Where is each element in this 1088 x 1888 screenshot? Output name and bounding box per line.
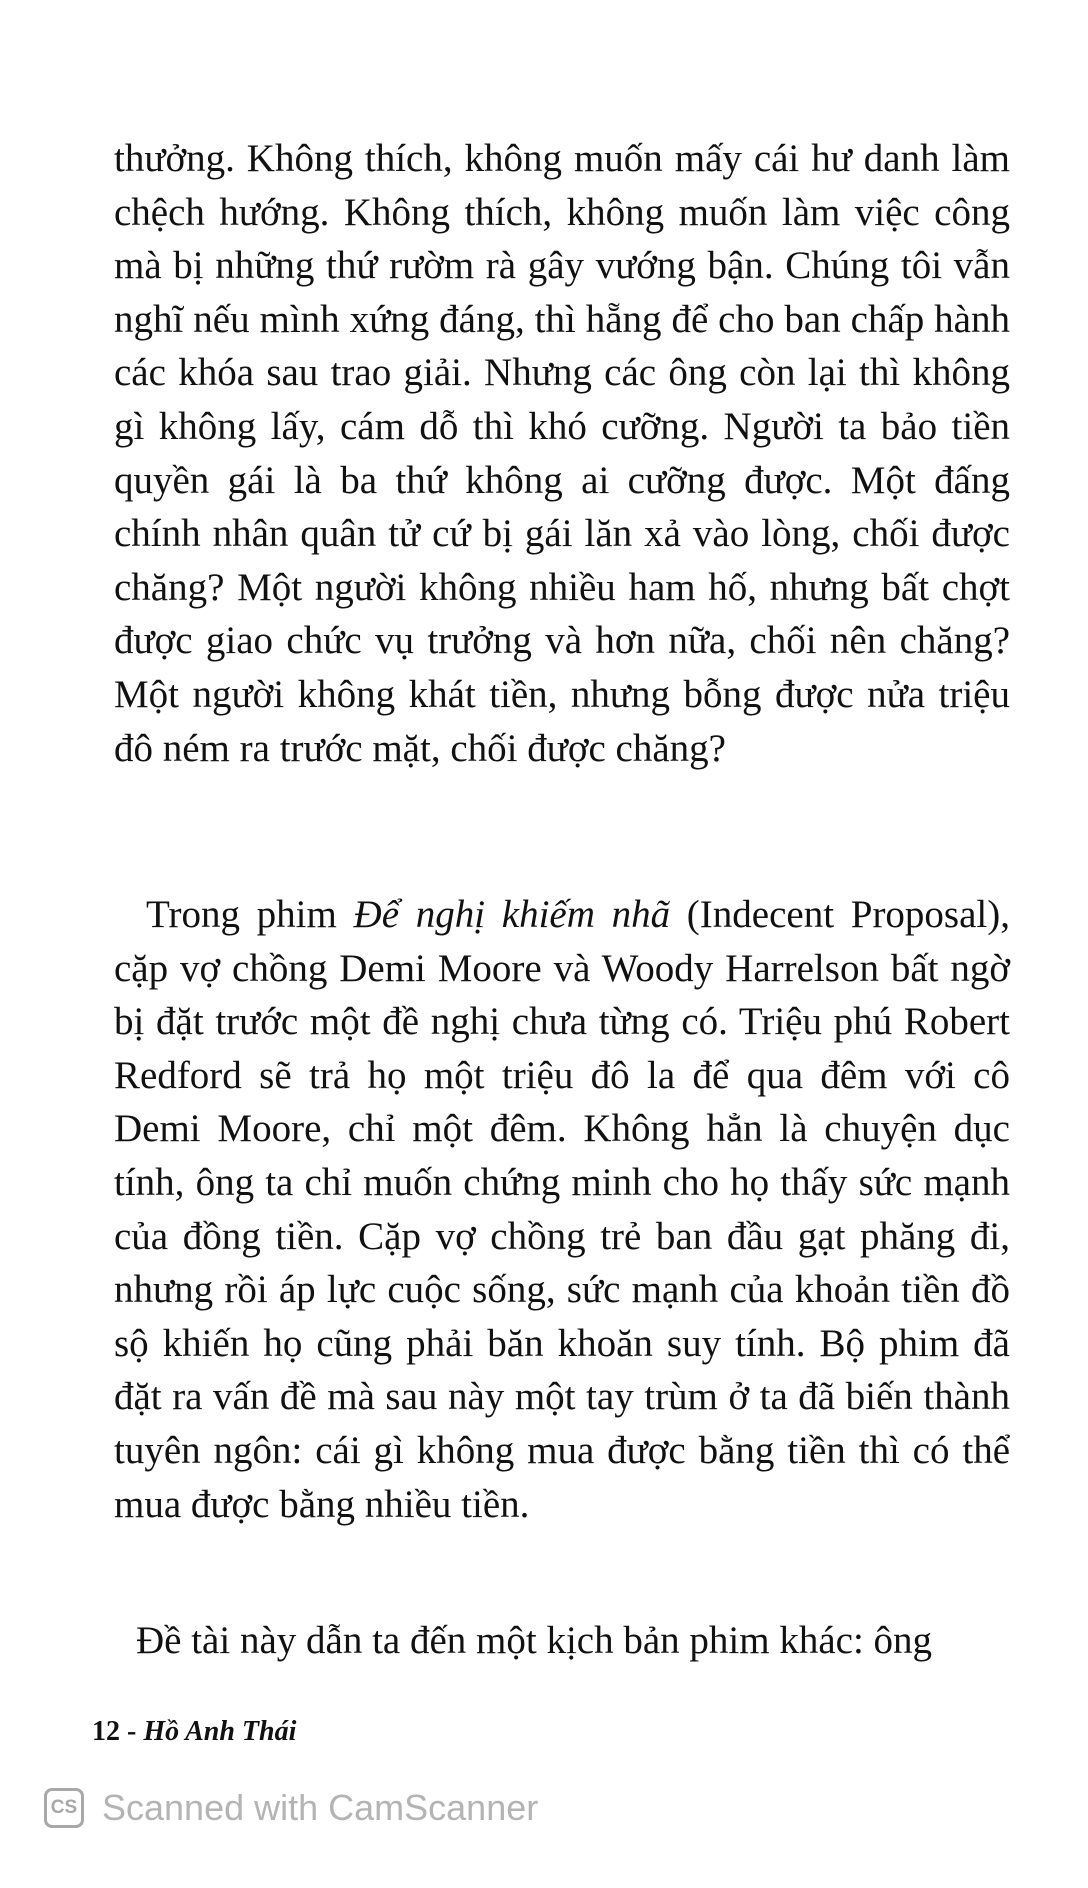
paragraph-2-body: (Indecent Proposal), cặp vợ chồng Demi Moore và Woody Harrelson bất ngờ bị đặt trước một đề nghị chưa từng có. Triệu phú Robert Redford sẽ trả họ một triệu đô la để qua đêm với cô Demi Moore, chỉ một đêm. Không hẳn là chuyện dục tính, ông ta chỉ muốn chứng minh cho họ thấy sức mạnh của đồng tiền. Cặp vợ chồng trẻ ban đầu gạt phăng đi, nhưng rồi áp lực cuộc sống, sức mạnh của khoản tiền đồ sộ khiến họ cũng phải băn khoăn suy tính. Bộ phim đã đặt ra vấn đề mà sau này một tay trùm ở ta đã biến thành tuyên ngôn: cái gì không mua được bằng tiền thì có thể mua được bằng nhiều tiền. bbox=[114, 893, 1010, 1526]
paragraph-2 bbox=[114, 888, 1010, 1531]
paragraph-1 bbox=[114, 132, 1010, 775]
film-title: Để nghị khiếm nhã bbox=[353, 893, 671, 936]
camscanner-watermark bbox=[44, 1784, 538, 1832]
watermark-text: Scanned with CamScanner bbox=[102, 1787, 539, 1828]
paragraph-1-text: thưởng. Không thích, không muốn mấy cái hư danh làm chệch hướng. Không thích, không muốn làm việc công mà bị những thứ rườm rà gây vướng bận. Chúng tôi vẫn nghĩ nếu mình xứng đáng, thì hẵng để cho ban chấp hành các khóa sau trao giải. Nhưng các ông còn lại thì không gì không lấy, cám dỗ thì khó cưỡng. Người ta bảo tiền quyền gái là ba thứ không ai cưỡng được. Một đấng chính nhân quân tử cứ bị gái lăn xả vào lòng, chối được chăng? Một người không nhiều ham hố, nhưng bất chợt được giao chức vụ trưởng và hơn nữa, chối nên chăng? Một người không khát tiền, nhưng bỗng được nửa triệu đô ném ra trước mặt, chối được chăng? bbox=[114, 137, 1010, 770]
page-number: 12 bbox=[92, 1716, 120, 1747]
page-footer bbox=[92, 1716, 296, 1748]
paragraph-3-text: Đề tài này dẫn ta đến một kịch bản phim khác: ông bbox=[136, 1619, 933, 1662]
footer-separator: - bbox=[120, 1716, 144, 1747]
author-name: Hồ Anh Thái bbox=[143, 1716, 297, 1747]
paragraph-3 bbox=[114, 1614, 1010, 1668]
camscanner-logo-icon: CS bbox=[44, 1788, 84, 1828]
paragraph-2-intro: Trong phim bbox=[146, 893, 354, 936]
